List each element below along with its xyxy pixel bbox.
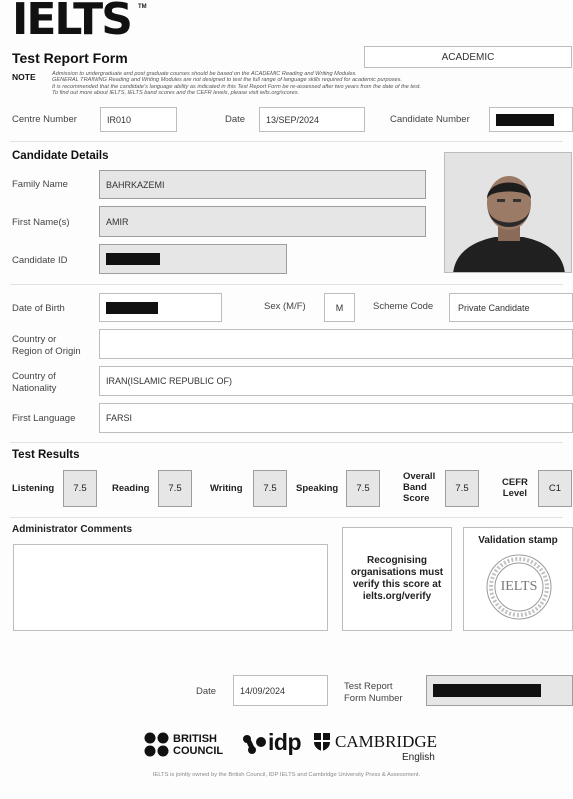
person-silhouette-icon: [445, 153, 572, 273]
overall-band-score: 7.5: [445, 470, 479, 507]
note-label: NOTE: [12, 72, 36, 82]
note-line: Admission to undergraduate and post graduate courses should be based on the ACADEMIC Reading and Writing Modules.: [52, 71, 357, 77]
writing-score: 7.5: [253, 470, 287, 507]
nationality-label-line: Country of: [12, 371, 56, 382]
form-title: Test Report Form: [12, 50, 128, 66]
trf-number-field: [426, 675, 573, 706]
british-council-line: COUNCIL: [173, 745, 224, 757]
nationality-label-line: Nationality: [12, 383, 57, 394]
module-box: ACADEMIC: [364, 46, 572, 68]
note-line: To find out more about IELTS, IELTS band scores and the CEFR levels, please visit ielts.org/scores.: [52, 90, 300, 97]
candidate-photo: [444, 152, 572, 273]
idp-wordmark: idp: [268, 729, 301, 755]
cambridge-english-text: English: [402, 752, 435, 763]
candidate-details-title: Candidate Details: [12, 150, 109, 162]
listening-score: 7.5: [63, 470, 97, 507]
trf-number-label: [344, 681, 403, 705]
centre-number-label: Centre Number: [12, 114, 77, 125]
trf-label-line: Test Report: [344, 681, 393, 692]
candidate-id-field: [99, 244, 287, 274]
trademark-mark: TM: [138, 4, 147, 10]
british-council-wordmark: [173, 733, 223, 757]
note-line: GENERAL TRAINING Reading and Writing Modules are not designed to test the full range of language skills required for academic purposes.: [52, 77, 402, 84]
test-results-title: Test Results: [12, 449, 80, 461]
listening-label: Listening: [12, 483, 55, 494]
redaction-bar: [106, 302, 158, 314]
first-language-label: First Language: [12, 413, 76, 424]
note-text: [52, 71, 557, 97]
family-name-label: Family Name: [12, 179, 68, 190]
redaction-bar: [433, 684, 541, 697]
cambridge-shield-icon: [313, 732, 331, 752]
divider: [10, 141, 563, 142]
reading-score: 7.5: [158, 470, 192, 507]
sex-field: M: [324, 293, 355, 322]
cefr-label-line: Level: [502, 488, 528, 499]
scheme-code-field: Private Candidate: [449, 293, 573, 322]
candidate-id-label: Candidate ID: [12, 255, 68, 266]
redaction-bar: [106, 253, 160, 265]
country-origin-label-line: Country or: [12, 334, 57, 345]
overall-label-line: Score: [403, 493, 430, 504]
overall-label-line: Overall: [403, 471, 436, 482]
validation-stamp-title: Validation stamp: [478, 535, 558, 546]
family-name-field: BAHRKAZEMI: [99, 170, 426, 199]
centre-number-field: IR010: [100, 107, 177, 132]
speaking-score: 7.5: [346, 470, 380, 507]
issue-date-label: Date: [196, 686, 217, 697]
trf-label-line: Form Number: [344, 693, 403, 704]
dob-label: Date of Birth: [12, 303, 65, 314]
candidate-number-field: [489, 107, 573, 132]
speaking-label: Speaking: [296, 483, 339, 494]
first-name-field: AMIR: [99, 206, 426, 237]
candidate-number-label: Candidate Number: [390, 114, 470, 125]
cefr-level-label: [502, 477, 528, 499]
reading-label: Reading: [112, 483, 150, 494]
stamp-ielts-text: IELTS: [500, 579, 538, 594]
redaction-bar: [496, 114, 554, 126]
country-origin-label-line: Region of Origin: [12, 346, 81, 357]
country-origin-field: [99, 329, 573, 359]
divider: [10, 284, 563, 285]
british-council-line: BRITISH: [173, 733, 217, 745]
overall-band-label: [403, 471, 435, 504]
sex-label: Sex (M/F): [264, 301, 306, 312]
test-date-field: 13/SEP/2024: [259, 107, 365, 132]
divider: [10, 517, 563, 518]
writing-label: Writing: [210, 483, 243, 494]
idp-logo-icon: [242, 733, 268, 757]
admin-comments-label: Administrator Comments: [12, 524, 133, 535]
british-council-logo-icon: [144, 732, 170, 758]
country-origin-label: [12, 334, 81, 358]
admin-comments-field: [13, 544, 328, 631]
scheme-code-label: Scheme Code: [373, 301, 434, 312]
nationality-label: [12, 371, 56, 395]
first-name-label: First Name(s): [12, 217, 70, 228]
first-language-field: FARSI: [99, 403, 573, 433]
overall-label-line: Band: [403, 482, 427, 493]
ielts-logo: IELTS: [12, 0, 131, 45]
test-date-label: Date: [225, 114, 246, 125]
validation-stamp-box: [463, 527, 573, 631]
divider: [10, 442, 563, 443]
cefr-label-line: CEFR: [502, 477, 528, 488]
ownership-footer: IELTS is jointly owned by the British Council, IDP IELTS and Cambridge University Press & Assessment.: [152, 772, 421, 778]
note-line: It is recommended that the candidate's language ability as indicated in this Test Report Form be re-assessed after two years from the date of the test.: [52, 83, 421, 90]
cefr-level-score: C1: [538, 470, 572, 507]
dob-field: [99, 293, 222, 322]
verification-notice: Recognising organisations must verify this score at ielts.org/verify: [342, 527, 452, 631]
issue-date-field: 14/09/2024: [233, 675, 328, 706]
nationality-field: IRAN(ISLAMIC REPUBLIC OF): [99, 366, 573, 396]
cambridge-wordmark: CAMBRIDGE: [335, 732, 438, 751]
